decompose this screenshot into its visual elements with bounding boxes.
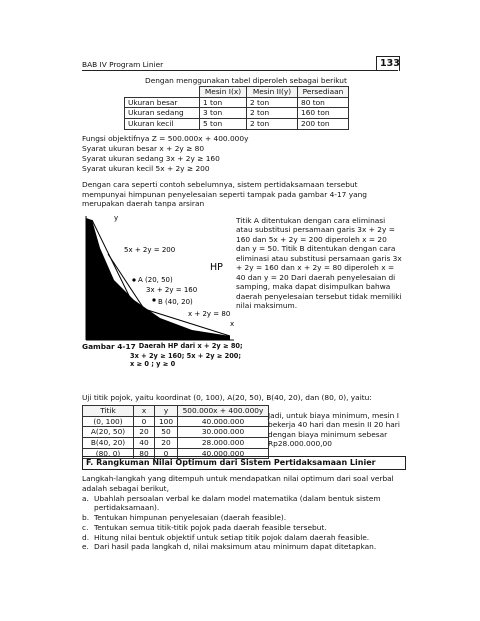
list-item-text: Hitung nilai bentuk objektif untuk setiap titik pojok dalam daerah feasible.	[94, 532, 370, 542]
hp-label: HP	[210, 262, 223, 273]
list-item-label: d.	[82, 532, 90, 542]
label-x2y80: x + 2y = 80	[188, 310, 231, 318]
caption-line: Daerah HP dari x + 2y ≥ 80;	[138, 342, 243, 350]
section-heading: F. Rangkuman Nilai Optimum dari Sistem Pertidaksamaan Linier	[82, 456, 406, 470]
table-cell: 5 ton	[200, 118, 247, 129]
header-rule	[82, 70, 398, 71]
label-5x2y200: 5x + 2y = 200	[124, 246, 176, 254]
table-cell: Ukuran sedang	[125, 108, 200, 119]
table-cell: 0	[155, 448, 178, 459]
explanation-text: Titik A ditentukan dengan cara eliminasi atau substitusi persamaan garis 3x + 2y = 160 dan 5x + 2y = 200 diperoleh x = 20 dan y = 50. Titik B ditentukan dengan cara eliminasi atau substitusi persamaan garis 3x + 2y = 160 dan x + 2y = 80 diperoleh x = 40 dan y = 20 Dari daerah penyelesaian di samping, maka dapat disimpulkan bahwa daerah penyelesaian tersebut tidak memiliki nilai maksimum.	[236, 216, 402, 311]
constraint-line: Syarat ukuran kecil 5x + 2y ≥ 200	[82, 164, 210, 173]
y-axis-label: y	[114, 214, 119, 222]
table-cell: 1 ton	[200, 97, 247, 108]
steps-intro: Langkah-langkah yang ditempuh untuk mendapatkan nilai optimum dari soal verbal adalah sebagai berikut,	[82, 474, 394, 493]
table-row	[125, 118, 349, 129]
caption-line: 3x + 2y ≥ 160; 5x + 2y ≥ 200;	[130, 351, 242, 360]
objective-function: Fungsi objektifnya Z = 500.000x + 400.000y	[82, 134, 249, 143]
machine-table	[124, 86, 349, 130]
table-header-cell: 500.000x + 400.000y	[178, 406, 269, 417]
table-header-cell: Mesin II(y)	[247, 87, 298, 98]
table-header-cell: x	[134, 406, 155, 417]
caption-line: x ≥ 0 ; y ≥ 0	[130, 360, 176, 369]
table-cell: 2 ton	[247, 108, 298, 119]
table-cell: 2 ton	[247, 118, 298, 129]
table-cell: 160 ton	[298, 108, 349, 119]
list-item	[82, 533, 400, 543]
vertex-test-text: Uji titik pojok, yaitu koordinat (0, 100), A(20, 50), B(40, 20), dan (80, 0), yaitu:	[82, 393, 372, 402]
conclusion-text: Jadi, untuk biaya minimum, mesin I bekerja 40 hari dan mesin II 20 hari dengan biaya minimum sebesar Rp28.000.000,00	[268, 411, 400, 449]
table-cell: 200 ton	[298, 118, 349, 129]
caption-prefix: Gambar 4-17	[82, 342, 136, 351]
list-item	[82, 513, 400, 523]
table-cell: 40	[134, 437, 155, 448]
table-cell: 3 ton	[200, 108, 247, 119]
list-item-label: b.	[82, 513, 90, 523]
list-item	[82, 542, 400, 552]
figure-caption	[82, 342, 243, 369]
table-row	[83, 427, 269, 438]
list-item-text: Dari hasil pada langkah d, nilai maksimum atau minimum dapat ditetapkan.	[94, 542, 377, 552]
table-header-cell: y	[155, 406, 178, 417]
table-cell: (80, 0)	[83, 448, 134, 459]
table-header-cell: Titik	[83, 406, 134, 417]
list-item-label: e.	[82, 542, 89, 552]
table-cell: 30.000.000	[178, 427, 269, 438]
constraint-list	[82, 134, 248, 174]
table-cell: B(40, 20)	[83, 437, 134, 448]
paragraph-intro: Dengan cara seperti contoh sebelumnya, sistem pertidaksamaan tersebut mempunyai himpunan penyelesaian seperti tampak pada gambar 4-17 yang merupakan daerah tanpa arsiran	[82, 180, 367, 209]
table-header-cell	[125, 87, 200, 98]
table-cell: (0, 100)	[83, 416, 134, 427]
table-cell: 40.000.000	[178, 416, 269, 427]
chapter-header: BAB IV Program Linier	[82, 60, 164, 69]
page-number: 133	[380, 58, 400, 69]
table-cell: 80 ton	[298, 97, 349, 108]
table-cell: 28.000.000	[178, 437, 269, 448]
list-item-text: Ubahlah persoalan verbal ke dalam model matematika (dalam bentuk sistem pertidaksamaan).	[94, 493, 381, 513]
label-3x2y160: 3x + 2y = 160	[146, 286, 198, 294]
table-row	[83, 416, 269, 427]
list-item-text: Tentukan semua titik-titik pojok pada daerah feasible tersebut.	[94, 522, 327, 532]
point-a-marker	[132, 278, 135, 281]
point-b-label: B (40, 20)	[158, 298, 193, 306]
table-row	[125, 97, 349, 108]
table-cell: Ukuran kecil	[125, 118, 200, 129]
table-header-row	[125, 87, 349, 98]
list-item	[82, 494, 400, 514]
table-cell: 20	[134, 427, 155, 438]
x-axis-label: x	[230, 320, 235, 328]
constraint-line: Syarat ukuran sedang 3x + 2y ≥ 160	[82, 154, 220, 163]
list-item-text: Tentukan himpunan penyelesaian (daerah feasible).	[94, 513, 287, 523]
graph-svg	[82, 214, 236, 344]
table-cell: 0	[134, 416, 155, 427]
table-row	[83, 437, 269, 448]
list-item	[82, 523, 400, 533]
table-header-cell: Mesin I(x)	[200, 87, 247, 98]
table-cell: Ukuran besar	[125, 97, 200, 108]
point-a-label: A (20, 50)	[138, 276, 173, 284]
table-cell: 100	[155, 416, 178, 427]
table-cell: A(20, 50)	[83, 427, 134, 438]
feasible-region-graph	[82, 214, 236, 344]
table-cell: 80	[134, 448, 155, 459]
table-header-cell: Persediaan	[298, 87, 349, 98]
steps-block	[82, 474, 400, 552]
vertex-table	[82, 405, 269, 459]
table-header-row	[83, 406, 269, 417]
table-intro: Dengan menggunakan tabel diperoleh sebagai berikut	[145, 76, 347, 85]
table-cell: 50	[155, 427, 178, 438]
list-item-label: c.	[82, 522, 89, 532]
table-cell: 20	[155, 437, 178, 448]
list-item-label: a.	[82, 493, 89, 503]
point-b-marker	[152, 298, 155, 301]
constraint-line: Syarat ukuran besar x + 2y ≥ 80	[82, 144, 205, 153]
table-cell: 40.000.000	[178, 448, 269, 459]
table-row	[125, 108, 349, 119]
table-cell: 2 ton	[247, 97, 298, 108]
caption-row	[82, 342, 243, 352]
